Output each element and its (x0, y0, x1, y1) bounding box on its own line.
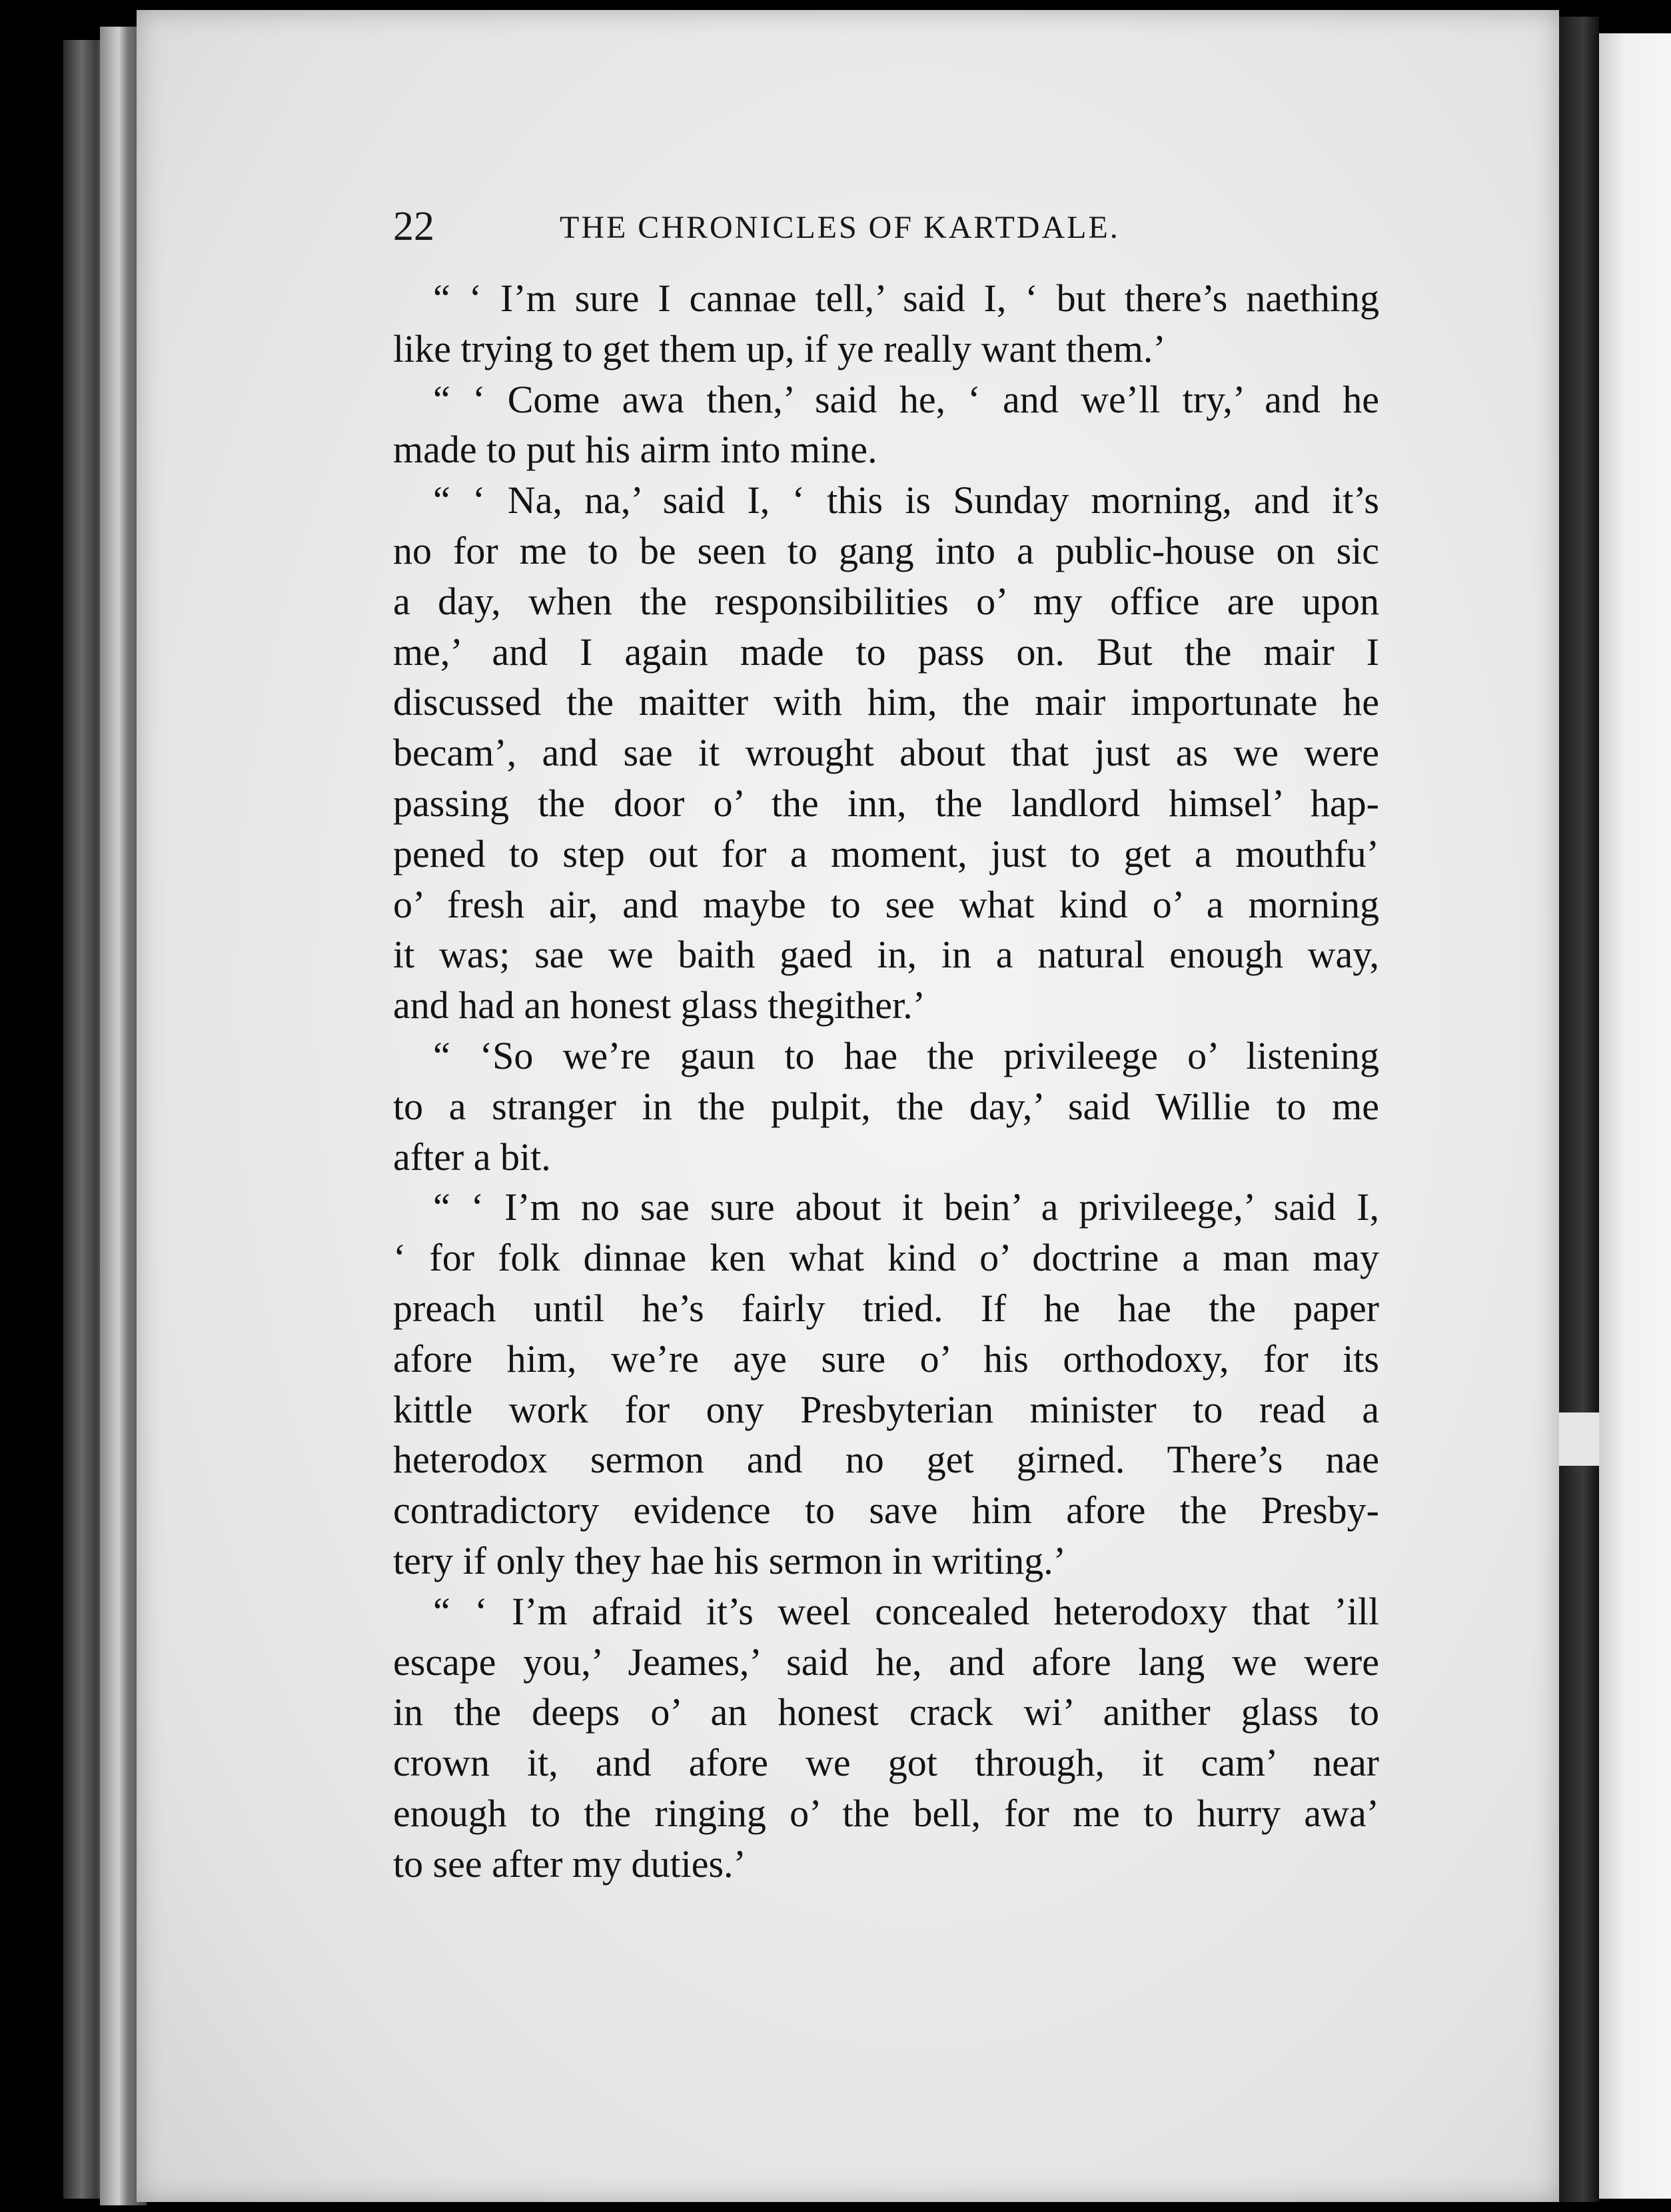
text-line: passing the door o’ the inn, the landlord himsel’ hap- (393, 781, 1379, 825)
text-line: pened to step out for a moment, just to get a mouthfu’ (393, 831, 1379, 875)
text-line: escape you,’ Jeames,’ said he, and afore lang we were (393, 1640, 1379, 1684)
text-line: and had an honest glass thegither.’ (393, 983, 925, 1027)
text-line: “ ‘ I’m afraid it’s weel concealed heterodoxy that ’ill (433, 1589, 1379, 1633)
text-line: to see after my duties.’ (393, 1842, 746, 1886)
running-title: THE CHRONICLES OF KARTDALE. (560, 210, 1120, 245)
text-line: “ ‘ I’m no sae sure about it bein’ a privileege,’ said I, (433, 1185, 1379, 1229)
text-line: me,’ and I again made to pass on. But the mair I (393, 630, 1379, 674)
text-line: like trying to get them up, if ye really want them.’ (393, 326, 1166, 370)
body-text (393, 273, 1379, 1890)
gutter-notch (1559, 1412, 1599, 1466)
text-line: after a bit. (393, 1135, 551, 1179)
page-gutter (1559, 17, 1599, 2202)
text-line: becam’, and sae it wrought about that just as we were (393, 731, 1379, 775)
text-line: o’ fresh air, and maybe to see what kind o’ a morning (393, 882, 1379, 926)
text-line: “ ‘ I’m sure I cannae tell,’ said I, ‘ but there’s naething (433, 276, 1379, 320)
text-line: “ ‘So we’re gaun to hae the privileege o’ listening (433, 1033, 1379, 1077)
page-number: 22 (393, 204, 434, 249)
text-line: ‘ for folk dinnae ken what kind o’ doctrine a man may (393, 1236, 1379, 1280)
text-line: kittle work for ony Presbyterian minister to read a (393, 1387, 1379, 1431)
text-line: discussed the maitter with him, the mair importunate he (393, 680, 1379, 724)
text-line: afore him, we’re aye sure o’ his orthodoxy, for its (393, 1337, 1379, 1381)
text-line: made to put his airm into mine. (393, 428, 877, 472)
text-line: preach until he’s fairly tried. If he hae the paper (393, 1286, 1379, 1330)
text-line: tery if only they hae his sermon in writing.’ (393, 1538, 1066, 1582)
text-line: in the deeps o’ an honest crack wi’ anither glass to (393, 1690, 1379, 1734)
text-line: a day, when the responsibilities o’ my office are upon (393, 579, 1379, 623)
facing-page-edge (1599, 33, 1671, 2199)
text-line: contradictory evidence to save him afore the Presby- (393, 1488, 1379, 1532)
page-header (393, 200, 1199, 253)
text-line: to a stranger in the pulpit, the day,’ said Willie to me (393, 1084, 1379, 1128)
text-line: “ ‘ Na, na,’ said I, ‘ this is Sunday morning, and it’s (433, 478, 1379, 522)
text-line: crown it, and afore we got through, it cam’ near (393, 1741, 1379, 1785)
text-line: heterodox sermon and no get girned. There’s nae (393, 1438, 1379, 1482)
text-line: enough to the ringing o’ the bell, for me to hurry awa’ (393, 1791, 1379, 1835)
text-line: “ ‘ Come awa then,’ said he, ‘ and we’ll try,’ and he (433, 377, 1379, 421)
text-line: it was; sae we baith gaed in, in a natural enough way, (393, 933, 1379, 977)
text-line: no for me to be seen to gang into a public-house on sic (393, 528, 1379, 572)
